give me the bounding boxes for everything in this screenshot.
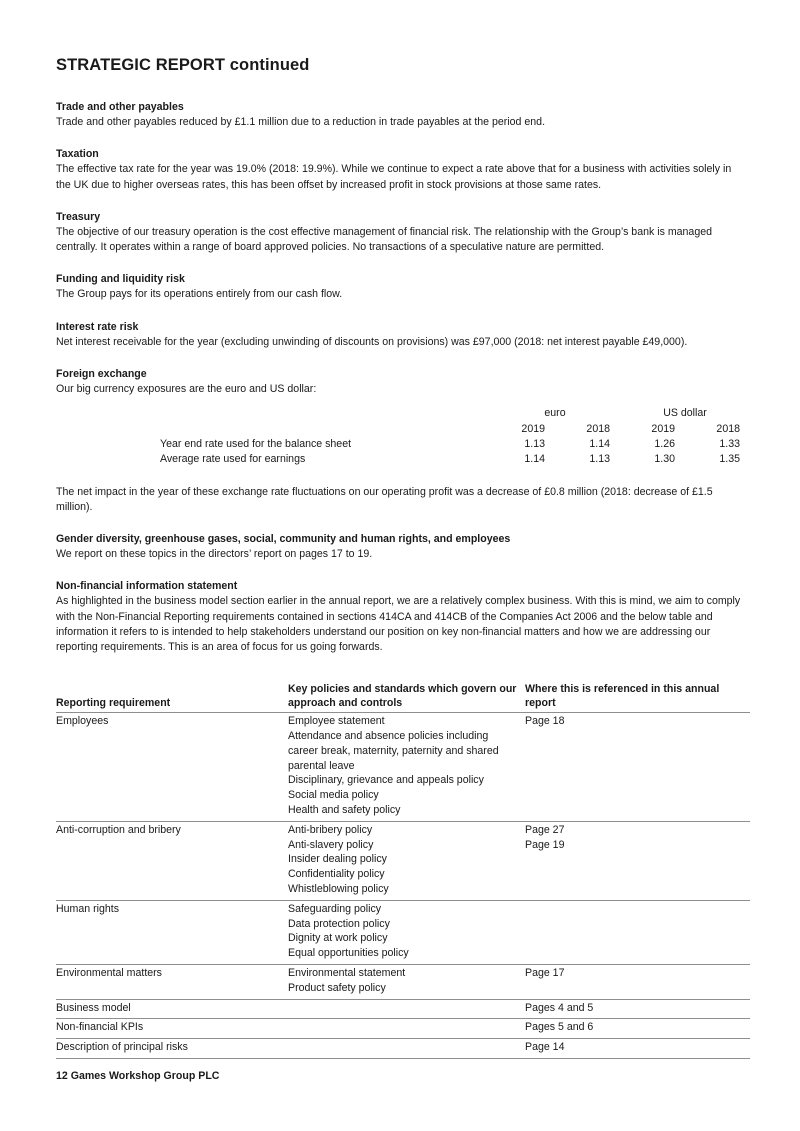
- cell-reporting-requirement: Non-financial KPIs: [56, 1019, 288, 1039]
- table-row: [56, 821, 750, 900]
- empty-cell: [56, 422, 490, 437]
- reference-item: Page 17: [525, 966, 565, 979]
- section-heading: Funding and liquidity risk: [56, 273, 185, 286]
- policy-item: Dignity at work policy: [288, 932, 388, 945]
- cell-key-policies: [288, 999, 525, 1019]
- cell-reference: [525, 1039, 750, 1059]
- page-footer: 12 Games Workshop Group PLC: [56, 1070, 220, 1082]
- fx-value: 1.26: [654, 437, 675, 450]
- policy-item: Health and safety policy: [288, 804, 401, 817]
- cell-reporting-requirement: Description of principal risks: [56, 1039, 288, 1059]
- policy-item: Safeguarding policy: [288, 902, 382, 915]
- fx-header-usd-2018: 2018: [716, 422, 740, 435]
- empty-cell: [56, 406, 490, 421]
- table-row: [56, 900, 750, 964]
- table-row: [56, 999, 750, 1019]
- table-row: [56, 452, 750, 467]
- section-heading: Taxation: [56, 148, 99, 161]
- fx-value: 1.13: [589, 453, 610, 466]
- section-heading: Foreign exchange: [56, 368, 147, 381]
- currency-group-us-dollar: US dollar: [663, 407, 707, 420]
- policy-item: Product safety policy: [288, 981, 386, 994]
- policy-item: Attendance and absence policies including career break, maternity, paternity and shared parental leave: [288, 730, 499, 772]
- policy-item: Insider dealing policy: [288, 853, 387, 866]
- cell-reporting-requirement: Human rights: [56, 900, 288, 964]
- section-funding-and-liquidity-risk: [56, 272, 750, 302]
- cell-reference: [525, 713, 750, 822]
- column-header-key-policies: Key policies and standards which govern our approach and controls: [288, 682, 525, 713]
- cell-key-policies: [288, 821, 525, 900]
- policy-item: Environmental statement: [288, 966, 406, 979]
- section-body: As highlighted in the business model section earlier in the annual report, we are a relatively complex business. With this is mind, we aim to comply with the Non-Financial Reporting requirements contained in sections 414CA and 414CB of the Companies Act 2006 and the below table and information it refers to is intended to help stakeholders understand our position on key non-financial matters and how we are addressing our reporting requirements. This is an area of focus for us going forwards.: [56, 595, 741, 654]
- fx-header-usd-2019: 2019: [651, 422, 675, 435]
- page-content: [56, 55, 750, 1059]
- fx-row-label: Year end rate used for the balance sheet: [160, 437, 352, 450]
- table-row: [56, 1019, 750, 1039]
- section-body: Trade and other payables reduced by £1.1 million due to a reduction in trade payables at the period end.: [56, 116, 546, 128]
- cell-reference: [525, 821, 750, 900]
- currency-group-euro: euro: [544, 407, 566, 420]
- cell-key-policies: [288, 1019, 525, 1039]
- non-financial-reporting-table: [56, 682, 750, 1059]
- section-trade-and-other-payables: [56, 100, 750, 130]
- policy-item: Anti-slavery policy: [288, 838, 374, 851]
- section-non-financial-information-statement: [56, 579, 750, 655]
- fx-note: The net impact in the year of these exchange rate fluctuations on our operating profit was a decrease of £0.8 million (2018: decrease of £1.5 million).: [56, 485, 713, 513]
- cell-reporting-requirement: Business model: [56, 999, 288, 1019]
- fx-value: 1.14: [589, 437, 610, 450]
- policy-item: Whistleblowing policy: [288, 883, 389, 895]
- fx-header-euro-2018: 2018: [586, 422, 610, 435]
- section-body: We report on these topics in the directors’ report on pages 17 to 19.: [56, 548, 373, 561]
- section-body: The Group pays for its operations entirely from our cash flow.: [56, 288, 343, 301]
- table-row-currency-groups: [56, 406, 750, 421]
- section-body: The effective tax rate for the year was 19.0% (2018: 19.9%). While we continue to expect a rate above that for a business with activities solely in the UK due to higher overseas rates, this has been offset by increased profit in stock provisions at those same rates.: [56, 163, 732, 191]
- reference-item: Page 19: [525, 838, 565, 851]
- section-heading: Gender diversity, greenhouse gases, social, community and human rights, and employees: [56, 533, 511, 546]
- table-row: [56, 1039, 750, 1059]
- cell-reference: [525, 1019, 750, 1039]
- policy-item: Disciplinary, grievance and appeals policy: [288, 774, 484, 787]
- reference-item: Page 27: [525, 823, 565, 836]
- cell-key-policies: [288, 1039, 525, 1059]
- cell-reference: [525, 964, 750, 999]
- section-heading: Treasury: [56, 210, 101, 223]
- fx-value: 1.13: [524, 437, 545, 450]
- section-heading: Trade and other payables: [56, 101, 184, 113]
- section-interest-rate-risk: [56, 320, 750, 350]
- policy-item: Anti-bribery policy: [288, 823, 373, 836]
- fx-value: 1.33: [719, 437, 740, 450]
- reference-item: Page 18: [525, 715, 565, 728]
- section-foreign-exchange: [56, 367, 750, 515]
- cell-reporting-requirement: Anti-corruption and bribery: [56, 821, 288, 900]
- reference-item: Page 14: [525, 1041, 565, 1054]
- exchange-rate-table: [56, 406, 750, 467]
- section-heading: Interest rate risk: [56, 320, 139, 333]
- policy-item: Confidentiality policy: [288, 868, 385, 881]
- column-header-reporting-requirement: Reporting requirement: [56, 682, 288, 713]
- section-body: Our big currency exposures are the euro and US dollar:: [56, 383, 317, 396]
- policy-item: Employee statement: [288, 715, 385, 728]
- cell-reference: [525, 999, 750, 1019]
- fx-value: 1.30: [654, 453, 675, 466]
- reference-item: Pages 4 and 5: [525, 1001, 594, 1014]
- policy-item: Equal opportunities policy: [288, 947, 409, 960]
- column-header-reference: Where this is referenced in this annual report: [525, 682, 750, 713]
- policy-item: Social media policy: [288, 789, 379, 802]
- table-row: [56, 964, 750, 999]
- section-taxation: [56, 147, 750, 193]
- section-gender-diversity: [56, 532, 750, 562]
- cell-key-policies: [288, 964, 525, 999]
- section-body: Net interest receivable for the year (excluding unwinding of discounts on provisions) was £97,000 (2018: net interest payable £49,000).: [56, 335, 688, 348]
- section-treasury: [56, 210, 750, 256]
- cell-key-policies: [288, 900, 525, 964]
- table-row-year-headers: [56, 422, 750, 437]
- page-title: STRATEGIC REPORT continued: [56, 56, 310, 74]
- section-heading: Non-financial information statement: [56, 580, 238, 593]
- policy-item: Data protection policy: [288, 917, 390, 930]
- table-row: [56, 713, 750, 822]
- cell-key-policies: [288, 713, 525, 822]
- table-row: [56, 437, 750, 452]
- cell-reference: [525, 900, 750, 964]
- fx-header-euro-2019: 2019: [521, 422, 545, 435]
- fx-value: 1.14: [524, 453, 545, 466]
- fx-value: 1.35: [719, 453, 740, 466]
- table-header-row: [56, 682, 750, 713]
- cell-reporting-requirement: Employees: [56, 713, 288, 822]
- reference-item: Pages 5 and 6: [525, 1021, 594, 1034]
- cell-reporting-requirement: Environmental matters: [56, 964, 288, 999]
- fx-row-label: Average rate used for earnings: [160, 453, 306, 466]
- section-body: The objective of our treasury operation is the cost effective management of financial risk. The relationship with the Group’s bank is managed centrally. It operates within a range of board approved policies. No transactions of a speculative nature are permitted.: [56, 225, 712, 254]
